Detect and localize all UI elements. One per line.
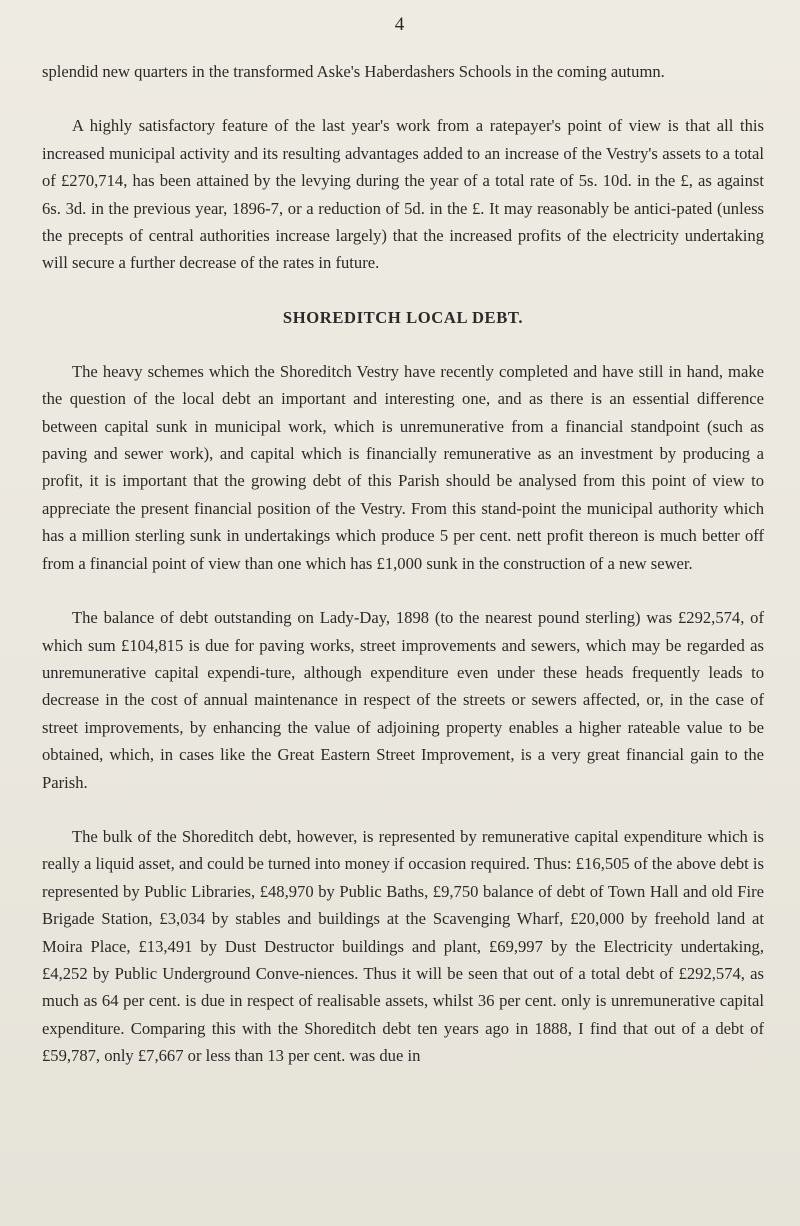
paragraph-gap xyxy=(42,85,764,112)
page-body xyxy=(42,58,764,1070)
paragraph-remunerative-debt: The bulk of the Shoreditch debt, however, is represented by remunerative capital expenditure which is really a liquid asset, and could be turned into money if occasion required. Thus: £16,505 of the above debt is represented by Public Libraries, £48,970 by Public Baths, £9,750 balance of debt of Town Hall and old Fire Brigade Station, £3,034 by stables and buildings at the Scavenging Wharf, £20,000 by freehold land at Moira Place, £13,491 by Dust Destructor buildings and plant, £69,997 by the Electricity undertaking, £4,252 by Public Underground Conve-niences. Thus it will be seen that out of a total debt of £292,574, as much as 64 per cent. is due in respect of realisable assets, whilst 36 per cent. only is unremunerative capital expenditure. Comparing this with the Shoreditch debt ten years ago in 1888, I find that out of a debt of £59,787, only £7,667 or less than 13 per cent. was due in xyxy=(42,826,764,1066)
paragraph-rates: A highly satisfactory feature of the last year's work from a ratepayer's point of view is that all this increased municipal activity and its resulting advantages added to an increase of the Vestry's assets to a total of £270,714, has been attained by the levying during the year of a total rate of 5s. 10d. in the £, as against 6s. 3d. in the previous year, 1896-7, or a reduction of 5d. in the £. It may reasonably be antici-pated (unless the precepts of central authorities increase largely) that the increased profits of the electricity undertaking will secure a further decrease of the rates in future. xyxy=(42,116,764,273)
paragraph-gap xyxy=(42,577,764,604)
paragraph-debt-schemes: The heavy schemes which the Shoreditch Vestry have recently completed and have still in hand, make the question of the local debt an important and interesting one, and as there is an essential difference between capital sunk in municipal work, which is unremunerative from a financial standpoint (such as paving and sewer work), and capital which is financially remunerative as an investment by producing a profit, it is important that the growing debt of this Parish should be analysed from this point of view to appreciate the present financial position of the Vestry. From this stand-point the municipal authority which has a million sterling sunk in undertakings which produce 5 per cent. nett profit thereon is much better off from a financial point of view than one which has £1,000 sunk in the construction of a new sewer. xyxy=(42,361,764,573)
section-heading: SHOREDITCH LOCAL DEBT. xyxy=(282,307,524,327)
paragraph-continuation: splendid new quarters in the transformed Aske's Haberdashers Schools in the coming autumn. xyxy=(42,62,665,81)
page-number: 4 xyxy=(394,14,406,35)
paragraph-gap xyxy=(42,331,764,358)
paragraph-gap xyxy=(42,796,764,823)
paragraph-gap xyxy=(42,277,764,304)
paragraph-debt-balance: The balance of debt outstanding on Lady-Day, 1898 (to the nearest pound sterling) was £292,574, of which sum £104,815 is due for paving works, street improvements and sewers, which may be regarded as unremunerative capital expendi-ture, although expenditure even under these heads frequently leads to decrease in the cost of annual maintenance in respect of the streets or sewers affected, or, in the case of street improvements, by enhancing the value of adjoining property enables a higher rateable value to be obtained, which, in cases like the Great Eastern Street Improvement, is a very great financial gain to the Parish. xyxy=(42,608,764,792)
